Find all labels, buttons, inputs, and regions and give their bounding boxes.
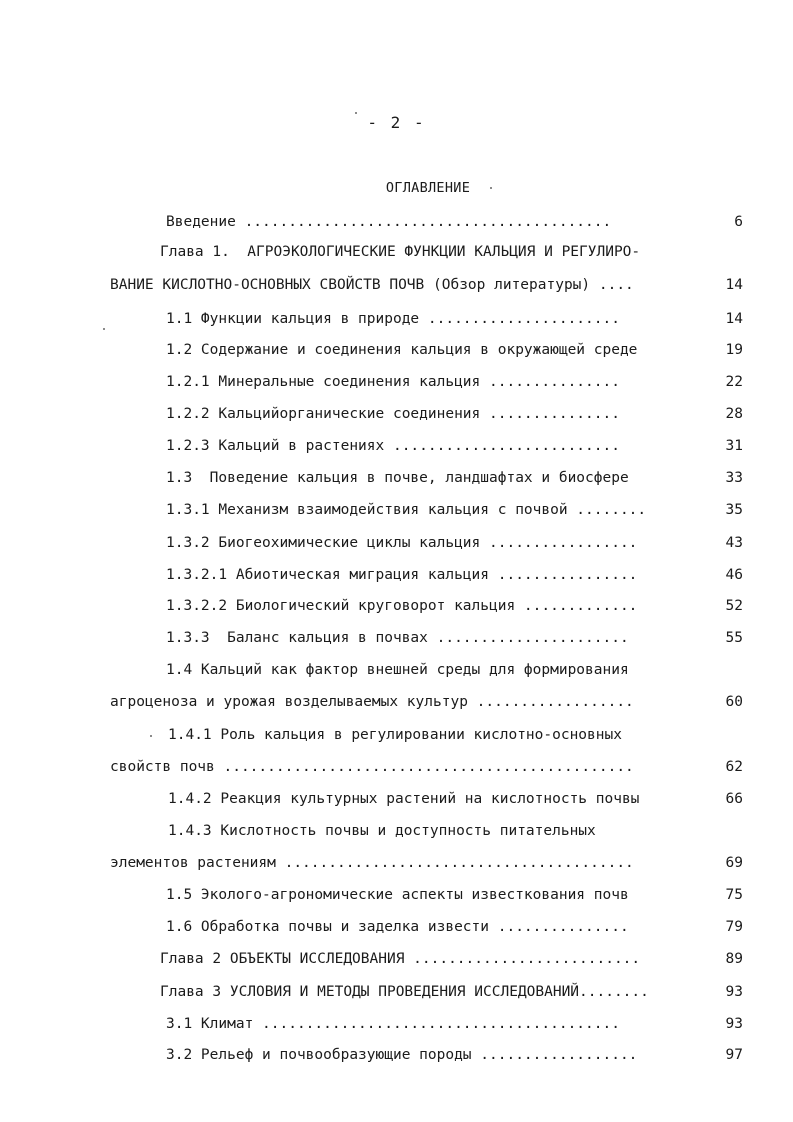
- toc-entry-page: 33: [725, 470, 743, 486]
- toc-entry-page: 52: [725, 598, 743, 614]
- toc-entry-page: 22: [725, 374, 743, 390]
- toc-entry-text: 3.2 Рельеф и почвообразующие породы ..................: [166, 1047, 638, 1063]
- toc-entry-text: элементов растениям ........................................: [110, 855, 634, 871]
- toc-entry-page: 89: [725, 951, 743, 967]
- scan-speck: [103, 328, 105, 330]
- toc-entry-page: 60: [725, 694, 743, 710]
- toc-entry-text: 1.6 Обработка почвы и заделка извести ...............: [166, 919, 629, 935]
- toc-entry-page: 97: [725, 1047, 743, 1063]
- toc-entry-text: 1.3 Поведение кальция в почве, ландшафтах и биосфере: [166, 470, 629, 486]
- toc-entry-text: 1.3.2.2 Биологический круговорот кальция .............: [166, 598, 638, 614]
- toc-entry-text: 1.2.3 Кальций в растениях ..........................: [166, 438, 620, 454]
- toc-entry-text: Введение ..........................................: [166, 214, 612, 230]
- toc-entry-text: 1.2.1 Минеральные соединения кальция ...............: [166, 374, 620, 390]
- toc-entry-page: 66: [725, 791, 743, 807]
- toc-entry-text: 1.3.3 Баланс кальция в почвах ......................: [166, 630, 629, 646]
- toc-entry-text: 1.4.1 Роль кальция в регулировании кислотно-основных: [168, 727, 622, 743]
- toc-heading: ОГЛАВЛЕНИЕ: [385, 180, 471, 196]
- toc-entry-page: 19: [725, 342, 743, 358]
- scan-speck: [490, 187, 492, 189]
- toc-entry-text: 3.1 Климат .........................................: [166, 1016, 620, 1032]
- toc-entry-text: 1.2.2 Кальцийорганические соединения ...............: [166, 406, 620, 422]
- toc-entry-text: Глава 3 УСЛОВИЯ И МЕТОДЫ ПРОВЕДЕНИЯ ИССЛЕДОВАНИЙ........: [160, 984, 649, 1000]
- toc-entry-page: 79: [725, 919, 743, 935]
- toc-entry-text: 1.5 Эколого-агрономические аспекты известкования почв: [166, 887, 629, 903]
- toc-entry-text: 1.1 Функции кальция в природе ......................: [166, 311, 620, 327]
- toc-entry-page: 31: [725, 438, 743, 454]
- toc-entry-text: 1.4.2 Реакция культурных растений на кислотность почвы: [168, 791, 640, 807]
- scan-speck: [355, 112, 357, 114]
- toc-entry-page: 93: [725, 984, 743, 1000]
- toc-entry-page: 35: [725, 502, 743, 518]
- toc-entry-page: 14: [725, 311, 743, 327]
- toc-entry-page: 93: [725, 1016, 743, 1032]
- toc-entry-text: ВАНИЕ КИСЛОТНО-ОСНОВНЫХ СВОЙСТВ ПОЧВ (Обзор литературы) ....: [110, 277, 634, 293]
- toc-entry-text: 1.3.1 Механизм взаимодействия кальция с почвой ........: [166, 502, 647, 518]
- toc-entry-text: Глава 1. АГРОЭКОЛОГИЧЕСКИЕ ФУНКЦИИ КАЛЬЦИЯ И РЕГУЛИРО-: [160, 244, 641, 260]
- toc-entry-page: 75: [725, 887, 743, 903]
- toc-entry-page: 43: [725, 535, 743, 551]
- toc-entry-page: 46: [725, 567, 743, 583]
- toc-entry-page: 55: [725, 630, 743, 646]
- page-number: - 2 -: [367, 113, 426, 132]
- toc-entry-text: свойств почв ...............................................: [110, 759, 634, 775]
- toc-entry-page: 28: [725, 406, 743, 422]
- toc-entry-text: 1.3.2 Биогеохимические циклы кальция .................: [166, 535, 638, 551]
- toc-entry-page: 6: [734, 214, 743, 230]
- scan-speck: [150, 735, 152, 737]
- toc-entry-text: 1.4.3 Кислотность почвы и доступность питательных: [168, 823, 596, 839]
- toc-entry-page: 69: [725, 855, 743, 871]
- toc-entry-text: 1.3.2.1 Абиотическая миграция кальция ................: [166, 567, 638, 583]
- toc-entry-page: 62: [725, 759, 743, 775]
- toc-entry-text: 1.4 Кальций как фактор внешней среды для формирования: [166, 662, 629, 678]
- toc-entry-page: 14: [725, 277, 743, 293]
- toc-entry-text: 1.2 Содержание и соединения кальция в окружающей среде: [166, 342, 638, 358]
- toc-entry-text: Глава 2 ОБЪЕКТЫ ИССЛЕДОВАНИЯ ..........................: [160, 951, 641, 967]
- toc-entry-text: агроценоза и урожая возделываемых культур ..................: [110, 694, 634, 710]
